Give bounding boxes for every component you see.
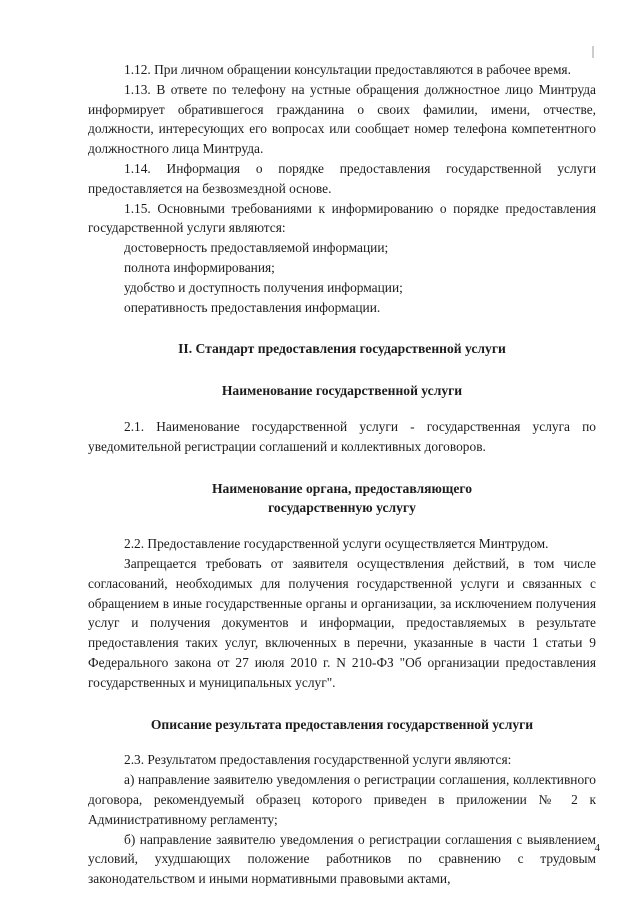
list-item: достоверность предоставляемой информации; xyxy=(124,240,389,256)
list-item: полнота информирования; xyxy=(124,259,275,275)
paragraph-1-12: 1.12. При личном обращении консультации предоставляются в рабочее время. xyxy=(124,62,571,77)
paragraph-2-3-a: а) направление заявителю уведомления о регистрации соглашения, коллективного договора, рекомендуемый образец которого приведен в приложении № 2 к Административному регламенту; xyxy=(88,772,596,827)
paragraph-1-14: 1.14. Информация о порядке предоставления государственной услуги предоставляется на безвозмездной основе. xyxy=(88,160,596,196)
subsection-title-result: Описание результата предоставления государственной услуги xyxy=(150,716,534,732)
paragraph-1-13: 1.13. В ответе по телефону на устные обращения должностное лицо Минтруда информирует обратившегося гражданина о своих фамилии, имени, отчестве, должности, интересующих его вопросах или сообщает номер телефона компетентного должностного лица Минтруда. xyxy=(88,81,596,157)
list-item: оперативность предоставления информации. xyxy=(124,299,381,315)
subsection-title-line: Наименование органа, предоставляющего xyxy=(211,480,473,496)
subsection-title-authority xyxy=(88,479,596,519)
list-item: удобство и доступность получения информации; xyxy=(124,279,403,295)
subsection-title-service-name: Наименование государственной услуги xyxy=(221,383,463,399)
paragraph-2-1: 2.1. Наименование государственной услуги - государственная услуга по уведомительной регистрации соглашений и коллективных договоров. xyxy=(88,418,596,454)
page-number: 4 xyxy=(594,842,600,854)
paragraph-2-2: 2.2. Предоставление государственной услуги осуществляется Минтрудом. xyxy=(124,536,549,552)
subsection-title-line: государственную услугу xyxy=(268,500,416,516)
paragraph-2-3-b: б) направление заявителю уведомления о регистрации соглашения с выявлением условий, ухудшающих положение работников по сравнению с трудовым законодательством и иными нормативными правовыми актами, xyxy=(88,831,596,887)
scan-artifact xyxy=(592,46,594,58)
paragraph-prohibition: Запрещается требовать от заявителя осуществления действий, в том числе согласований, необходимых для получения государственной услуги и связанных с обращением в иные государственные органы и организации, за исключением получения услуг и получения документов и информации, предоставляемых в результате предоставления таких услуг, включенных в перечни, указанные в части 1 статьи 9 Федерального закона от 27 июля 2010 г. N 210-ФЗ "Об организации предоставления государственных и муниципальных услуг". xyxy=(88,555,596,690)
section-title: II. Стандарт предоставления государственной услуги xyxy=(178,341,506,357)
document-body xyxy=(88,60,596,889)
paragraph-2-3: 2.3. Результатом предоставления государственной услуги являются: xyxy=(124,752,512,768)
paragraph-1-15: 1.15. Основными требованиями к информированию о порядке предоставления государственной услуги являются: xyxy=(88,200,596,236)
